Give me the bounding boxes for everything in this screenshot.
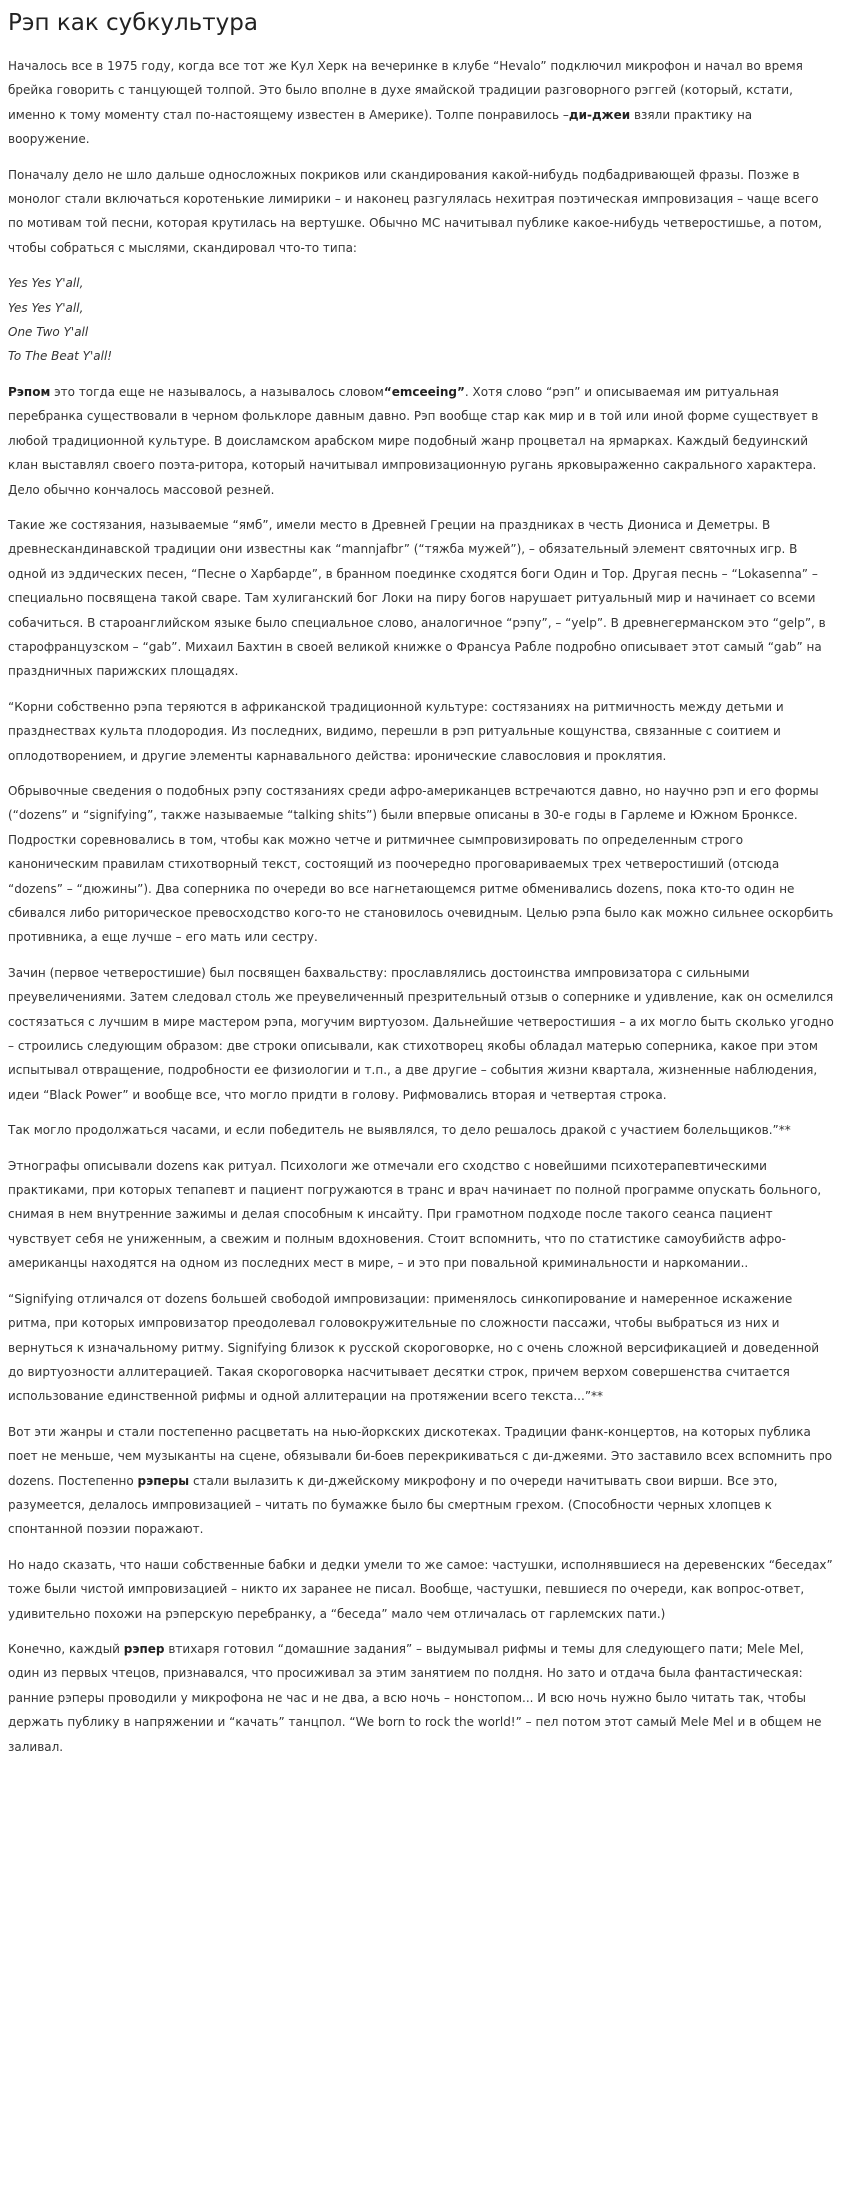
- text-run: стали вылазить к ди-джейскому микрофону и по очереди начитывать свои вирши. Все это, разумеется, делалось импровизацией – читать по бумажке было бы смертным грехом. (Способности черных хлопцев к спонтанной поэзии поражают.: [8, 1473, 778, 1537]
- bold-term: ди-джеи: [568, 107, 631, 122]
- paragraph: [8, 54, 837, 152]
- text-run: Началось все в 1975 году, когда все тот же Кул Херк на вечеринке в клубе “Hevalo” подключил микрофон и начал во время брейка говорить с танцующей толпой. Это было вполне в духе ямайской традиции разговорного рэггей (который, кстати, именно к тому моменту стал по-настоящему известен в Америке). Толпе понравилось –: [8, 59, 803, 122]
- bold-term: рэперы: [137, 1473, 190, 1488]
- paragraph: [8, 1637, 837, 1759]
- text-run: “Signifying отличался от dozens большей свободой импровизации: применялось синкопирование и намеренное искажение ритма, при которых импровизатор преодолевал головокружительные по сложности пассажи, чтобы выбраться из них и вернуться к изначальному ритму. Signifying близок к русской скороговорке, но с очень сложной версификацией и доведенной до виртуозности аллитерацией. Такая скороговорка насчитывает десятки строк, причем верхом совершенства считается использование единственной рифмы и одной аллитерации на протяжении всего текста...”**: [8, 1291, 820, 1404]
- text-run: взяли практику на вооружение.: [8, 107, 753, 147]
- paragraph: [8, 163, 837, 261]
- text-run: Конечно, каждый: [8, 1641, 124, 1656]
- article-body: [8, 54, 837, 1759]
- text-run: втихаря готовил “домашние задания” – выдумывал рифмы и темы для следующего пати; Mele Mel, один из первых чтецов, признавался, что просиживал за этим занятием по полдня. Но зато и отдача была фантастическая: ранние рэперы проводили у микрофона не час и не два, а всю ночь – нонстопом... И всю ночь нужно было читать так, чтобы держать публику в напряжении и “качать” танцпол. “We born to rock the world!” – пел потом этот самый Mele Mel и в общем не заливал.: [8, 1641, 822, 1754]
- bold-term: “emceeing”: [383, 384, 465, 399]
- text-run: Обрывочные сведения о подобных рэпу состязаниях среди афро-американцев встречаются давно, но научно рэп и его формы (“dozens” и “signifying”, также называемые “talking shits”) были впервые описаны в 30-е годы в Гарлеме и Южном Бронксе. Подростки соревновались в том, чтобы как можно четче и ритмичнее сымпровизировать по определенным строго каноническим правилам стихотворный текст, состоящий из поочередно проговариваемых трех четверостиший (отсюда “dozens” – “дюжины”). Два соперника по очереди во все нагнетающемся ритме обменивались dozens, пока кто-то один не сбивался либо риторическое превосходство кого-то не становилось очевидным. Целью рэпа было как можно сильнее оскорбить противника, а еще лучше – его мать или сестру.: [8, 783, 834, 945]
- verse-line: [8, 320, 837, 344]
- paragraph: [8, 1118, 837, 1142]
- text-run: Такие же состязания, называемые “ямб”, имели место в Древней Греции на праздниках в честь Диониса и Деметры. В древнескандинавской традиции они известны как “mannjafbr” (“тяжба мужей”), – обязательный элемент святочных игр. В одной из эддических песен, “Песне о Харбарде”, в бранном поединке сходятся боги Один и Тор. Другая песнь – “Lokasenna” – специально посвящена такой сваре. Там хулиганский бог Локи на пиру богов нарушает ритуальный мир и начинает со всеми собачиться. В староанглийском языке было специальное слово, аналогичное “рэпу”, – “yelp”. В древнегерманском это “gelp”, в старофранцузском – “gab”. Михаил Бахтин в своей великой книжке о Франсуа Рабле подробно описывает этот самый “gab” на праздничных парижских площадях.: [8, 517, 826, 679]
- verse-line: [8, 296, 837, 320]
- paragraph: [8, 961, 837, 1107]
- paragraph: [8, 695, 837, 768]
- bold-term: Рэпом: [8, 384, 51, 399]
- text-run: Поначалу дело не шло дальше односложных покриков или скандирования какой-нибудь подбадривающей фразы. Позже в монолог стали включаться коротенькие лимирики – и наконец разгулялась нехитрая поэтическая импровизация – чаще всего по мотивам той песни, которая крутилась на вертушке. Обычно МС начитывал публике какое-нибудь четверостишье, а потом, чтобы собраться с мыслями, скандировал что-то типа:: [8, 167, 822, 255]
- text-run: Этнографы описывали dozens как ритуал. Психологи же отмечали его сходство с новейшими психотерапевтическими практиками, при которых тепапевт и пациент погружаются в транс и врач начинает по полной программе опускать больного, снимая в нем внутренние зажимы и делая способным к инсайту. При грамотном подходе после такого сеанса пациент чувствует себя не униженным, а свежим и полным вдохновения. Стоит вспомнить, что по статистике самоубийств афро-американцы находятся на одном из последних мест в мире, – и это при повальной криминальности и наркомании..: [8, 1158, 822, 1271]
- text-run: Вот эти жанры и стали постепенно расцветать на нью-йоркских дискотеках. Традиции фанк-концертов, на которых публика поет не меньше, чем музыканты на сцене, обязывали би-боев перекрикиваться с ди-джеями. Это заставило всех вспомнить про dozens. Постепенно: [8, 1424, 833, 1488]
- text-run: Но надо сказать, что наши собственные бабки и дедки умели то же самое: частушки, исполнявшиеся на деревенских “беседах” тоже были чистой импровизацией – никто их заранее не писал. Вообще, частушки, певшиеся по очереди, как вопрос-ответ, удивительно похожи на рэперскую перебранку, а “беседа” мало чем отличалась от гарлемских пати.): [8, 1557, 833, 1621]
- text-run: Так могло продолжаться часами, и если победитель не выявлялся, то дело решалось дракой с участием болельщиков.”**: [8, 1123, 791, 1138]
- text-run: To The Beat Y'all!: [8, 349, 113, 364]
- paragraph: [8, 513, 837, 684]
- verse-line: [8, 344, 837, 368]
- paragraph: [8, 1553, 837, 1626]
- paragraph: [8, 380, 837, 502]
- paragraph: [8, 779, 837, 950]
- article-title: Рэп как субкультура: [8, 10, 258, 36]
- bold-term: рэпер: [123, 1641, 165, 1656]
- text-run: One Two Y'all: [8, 325, 89, 340]
- paragraph: [8, 1154, 837, 1276]
- text-run: . Хотя слово “рэп” и описываемая им ритуальная перебранка существовали в черном фольклоре давным давно. Рэп вообще стар как мир и в той или иной форме существует в любой традиционной культуре. В доисламском арабском мире подобный жанр процветал на ярмарках. Каждый бедуинский клан выставлял своего поэта-ритора, который начитывал импровизационную ругань ярковыраженно сакрального характера. Дело обычно кончалось массовой резней.: [8, 384, 819, 497]
- text-run: Зачин (первое четверостишие) был посвящен бахвальству: прославлялись достоинства импровизатора с сильными преувеличениями. Затем следовал столь же преувеличенный презрительный отзыв о сопернике и удивление, как он осмелился состязаться с лучшим в мире мастером рэпа, могучим виртуозом. Дальнейшие четверостишия – а их могло быть сколько угодно – строились следующим образом: две строки описывали, как стихотворец якобы обладал матерью соперника, какое при этом испытывал отвращение, подробности ее физиологии и т.п., а две другие – события жизни квартала, жизненные наблюдения, идеи “Black Power” и вообще все, что могло придти в голову. Рифмовались вторая и четвертая строка.: [8, 965, 834, 1102]
- text-run: “Корни собственно рэпа теряются в африканской традиционной культуре: состязаниях на ритмичность между детьми и празднествах культа плодородия. Из последних, видимо, перешли в рэп ритуальные кощунства, связанные с соитием и оплодотворением, и другие элементы карнавального действа: иронические славословия и проклятия.: [8, 699, 784, 763]
- paragraph: [8, 1420, 837, 1542]
- text-run: Yes Yes Y'all,: [8, 300, 84, 315]
- paragraph: [8, 1287, 837, 1409]
- text-run: Yes Yes Y'all,: [8, 276, 84, 291]
- text-run: это тогда еще не называлось, а называлось словом: [50, 384, 384, 399]
- verse-line: [8, 271, 837, 295]
